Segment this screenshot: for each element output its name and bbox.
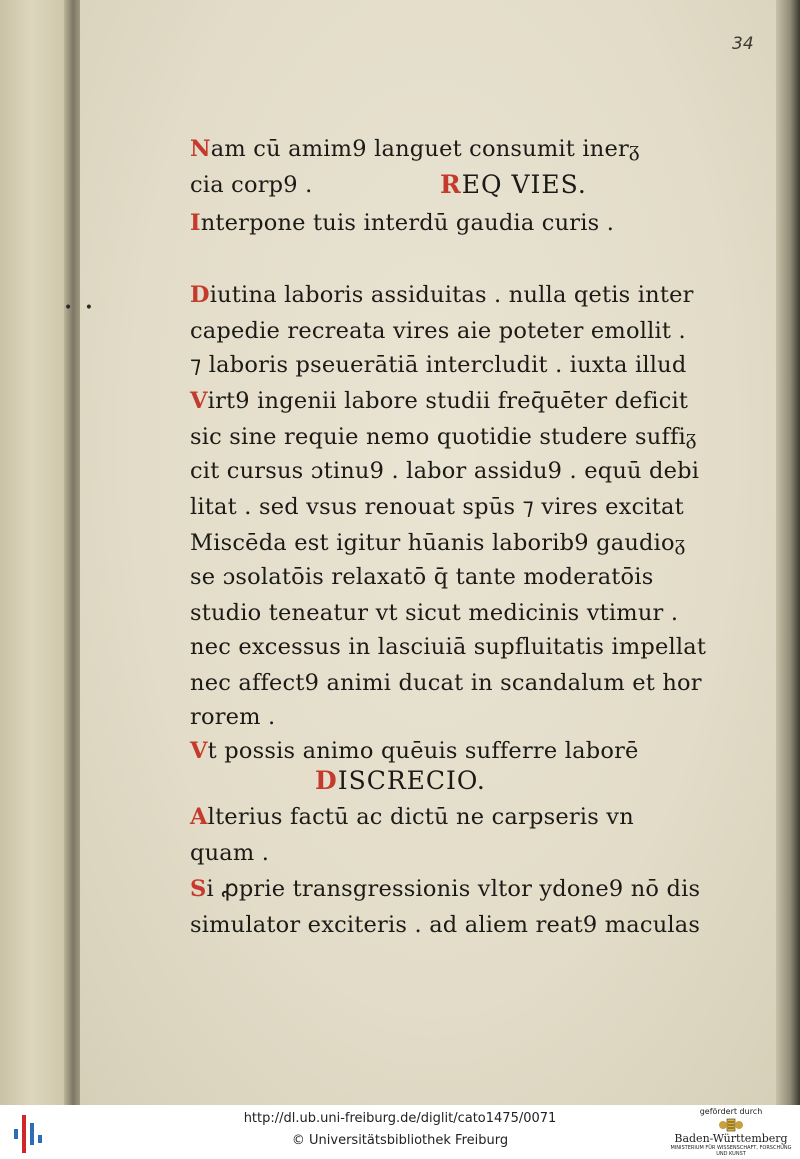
text-line: ⁊ laboris pseuerātiā intercludit . iuxta illud bbox=[190, 352, 687, 378]
text-line: rorem . bbox=[190, 704, 276, 730]
text-line: Interpone tuis interdū gaudia curis . bbox=[190, 210, 615, 236]
sponsor-ministry: MINISTERIUM FÜR WISSENSCHAFT, FORSCHUNG UND KUNST bbox=[670, 1145, 792, 1157]
text-line: Nam cū amim9 languet consumit inerᵹ bbox=[190, 136, 640, 162]
text-line: quam . bbox=[190, 840, 270, 866]
text-line: simulator exciteris . ad aliem reat9 maculas bbox=[190, 912, 701, 938]
viewer-footer bbox=[0, 1105, 800, 1159]
permalink-url[interactable]: http://dl.ub.uni-freiburg.de/diglit/cato1475/0071 bbox=[243, 1111, 557, 1126]
coat-of-arms-icon bbox=[718, 1117, 744, 1133]
section-heading: REQ VIES. bbox=[440, 170, 587, 199]
text-line: cia corp9 . bbox=[190, 172, 313, 198]
text-line: Miscēda est igitur hūanis laborib9 gaudioᵹ bbox=[190, 530, 686, 556]
text-line: capedie recreata vires aie poteter emollit . bbox=[190, 318, 686, 344]
text-line: Diutina laboris assiduitas . nulla qetis inter bbox=[190, 282, 694, 308]
text-line: studio teneatur vt sicut medicinis vtimur . bbox=[190, 600, 679, 626]
text-line: Alterius factū ac dictū ne carpseris vn bbox=[190, 804, 634, 830]
text-line: cit cursus ɔtinu9 . labor assidu9 . equū debi bbox=[190, 458, 700, 484]
sponsor-name: Baden-Württemberg bbox=[674, 1132, 788, 1145]
section-heading: DISCRECIO. bbox=[315, 766, 486, 795]
sponsor-logo bbox=[668, 1107, 794, 1157]
margin-dots: • • bbox=[64, 300, 97, 316]
text-line: litat . sed vsus renouat spūs ⁊ vires excitat bbox=[190, 494, 684, 520]
copyright-notice: © Universitätsbibliothek Freiburg bbox=[291, 1133, 509, 1148]
text-line: se ɔsolatōis relaxatō q̄ tante moderatōis bbox=[190, 564, 654, 590]
text-line: Si ꝓprie transgressionis vltor ydone9 nō dis bbox=[190, 876, 701, 902]
text-line: Vt possis animo quēuis sufferre laborē bbox=[190, 738, 639, 764]
text-line: sic sine requie nemo quotidie studere suffiᵹ bbox=[190, 424, 697, 450]
text-line: nec excessus in lasciuiā supfluitatis impellat bbox=[190, 634, 707, 660]
folio-number: 34 bbox=[732, 34, 754, 54]
text-line: Virt9 ingenii labore studii freq̄uēter deficit bbox=[190, 388, 689, 414]
sponsor-caption: gefördert durch bbox=[699, 1107, 763, 1116]
text-line: nec affect9 animi ducat in scandalum et hor bbox=[190, 670, 702, 696]
right-page-edge bbox=[776, 0, 800, 1105]
